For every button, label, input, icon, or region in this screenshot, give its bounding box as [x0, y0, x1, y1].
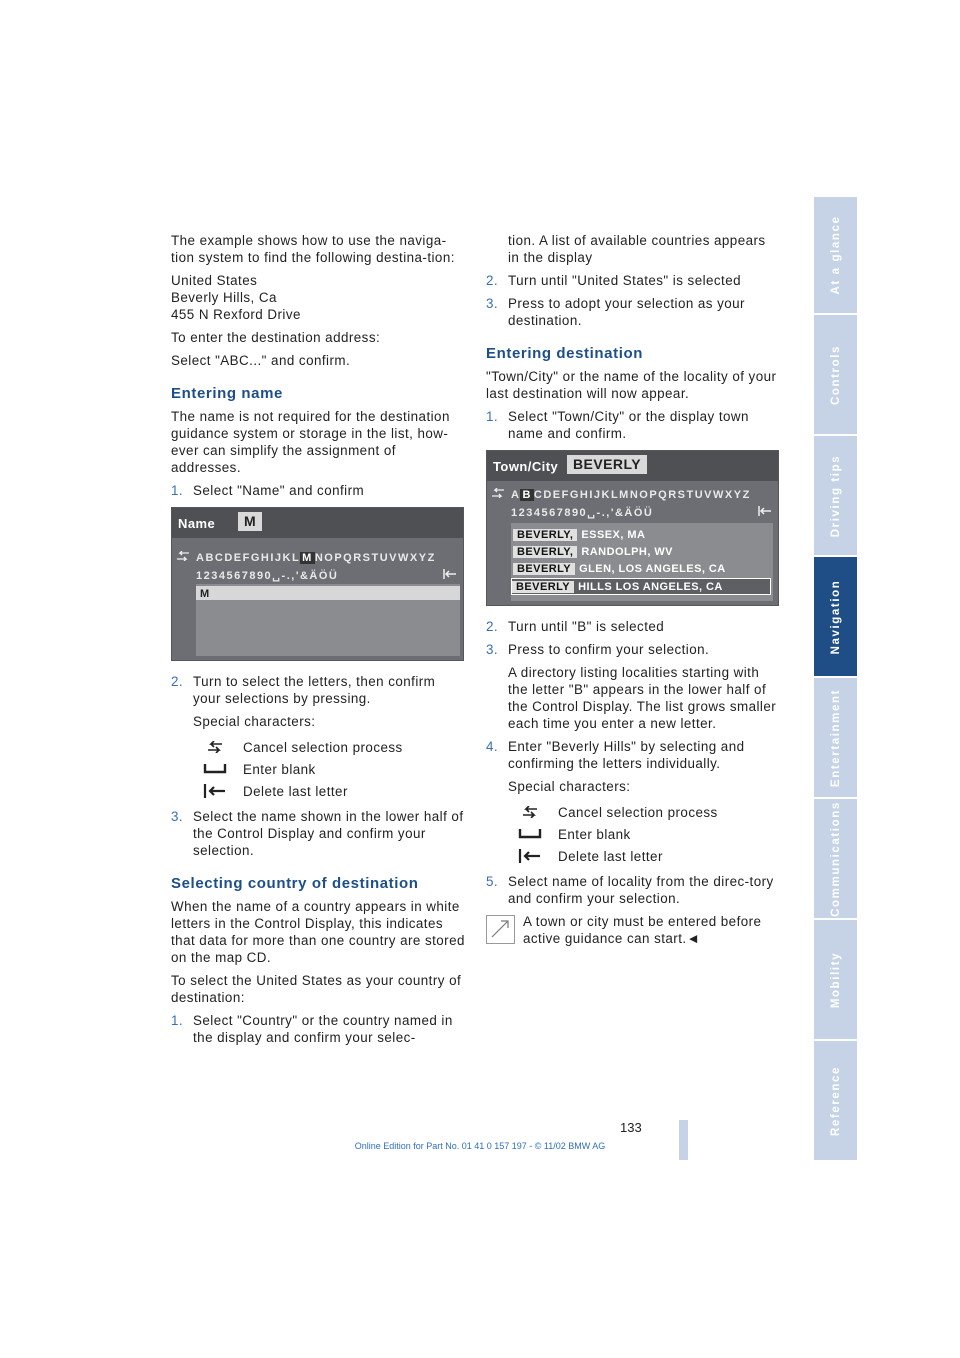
alphabet-letters: A B CDEFGHIJKLMNOPQRSTUVWXYZ — [511, 489, 751, 501]
cancel-arrows-icon — [193, 741, 237, 753]
special-cancel — [193, 736, 465, 758]
special-cancel-label: Cancel selection process — [558, 804, 718, 820]
step-enter-beverly-hills — [486, 738, 780, 772]
note-text: A town or city must be entered before active guidance can start.◄ — [523, 914, 762, 946]
country-paragraph-1: When the name of a country appears in white letters in the Control Display, this indicates that data for more than one country are stored on the map CD. — [171, 899, 465, 965]
display-header-label: Name — [178, 516, 216, 531]
selected-letter: M — [302, 552, 313, 564]
alphabet-row — [487, 485, 778, 503]
step-turn-b — [486, 618, 780, 635]
step-select-country — [171, 1012, 465, 1046]
name-paragraph: The name is not required for the destination guidance system or storage in the list, how-ever can simplify the assignment of addresses. — [171, 409, 450, 475]
tab-reference[interactable]: Reference — [814, 1041, 857, 1162]
tab-mobility[interactable]: Mobility — [814, 920, 857, 1041]
step-text: Select the name shown in the lower half of the Control Display and confirm your selection. — [193, 809, 464, 858]
delete-letter-icon — [508, 849, 552, 863]
note-icon — [486, 915, 515, 944]
step-continuation: tion. A list of available countries appears in the display — [508, 233, 766, 265]
special-delete — [193, 780, 465, 802]
tab-entertainment[interactable]: Entertainment — [814, 678, 857, 799]
display-header-value: BEVERLY — [567, 455, 647, 474]
step-text: Press to confirm your selection. — [508, 642, 710, 657]
digits-row — [487, 503, 778, 521]
step-text: Select "Name" and confirm — [193, 483, 365, 498]
locality-item[interactable]: BEVERLY GLEN, LOS ANGELES, CA — [513, 561, 726, 576]
step-turn-united-states — [486, 272, 780, 289]
address-line: United States — [171, 273, 258, 288]
control-display-town-screenshot — [486, 450, 779, 606]
footer-edition-note: Online Edition for Part No. 01 41 0 157 197 - © 11/02 BMW AG — [354, 1141, 606, 1151]
step-text: Select name of locality from the direc-tory and confirm your selection. — [508, 874, 774, 906]
step-number: 3. — [171, 809, 184, 824]
right-column — [486, 232, 780, 947]
example-address — [171, 272, 465, 323]
back-arrow-icon — [491, 487, 505, 504]
enter-address-text: To enter the destination address: — [171, 330, 381, 345]
step-text: Select "Town/City" or the display town name and confirm. — [508, 409, 749, 441]
step-adopt-destination — [486, 295, 780, 329]
heading-entering-destination: Entering destination — [486, 345, 644, 362]
alphabet-row — [172, 548, 463, 566]
tab-navigation[interactable]: Navigation — [814, 557, 857, 678]
cancel-arrows-icon — [508, 806, 552, 818]
tab-at-a-glance[interactable]: At a glance — [814, 197, 857, 315]
digit-characters: 1234567890␣-.,'&ÄÖÜ — [511, 507, 654, 519]
step-confirm-selection — [486, 641, 780, 658]
special-cancel — [508, 801, 780, 823]
step-number: 5. — [486, 874, 499, 889]
special-delete-label: Delete last letter — [558, 848, 663, 864]
digit-characters: 1234567890␣-.,'&ÄÖÜ — [196, 570, 339, 582]
delete-letter-icon — [758, 505, 772, 522]
note-block — [486, 913, 780, 947]
step-number: 3. — [486, 296, 499, 311]
special-characters-list — [486, 801, 780, 867]
page-number: 133 — [620, 1120, 642, 1135]
step-select-name-list — [171, 808, 465, 859]
special-characters-label: Special characters: — [193, 714, 316, 729]
special-blank — [193, 758, 465, 780]
step-text: Turn to select the letters, then confirm your selections by pressing. — [193, 674, 436, 706]
step-text: Select "Country" or the country named in the display and confirm your selec- — [193, 1013, 453, 1045]
delete-letter-icon — [193, 784, 237, 798]
step-text: Press to adopt your selection as your destination. — [508, 296, 745, 328]
blank-space-icon — [508, 829, 552, 839]
step-turn-select — [171, 673, 465, 707]
display-header-label: Town/City — [493, 459, 559, 474]
special-characters-label: Special characters: — [508, 779, 631, 794]
special-cancel-label: Cancel selection process — [243, 739, 403, 755]
step-number: 1. — [486, 409, 499, 424]
page-marker — [679, 1120, 688, 1160]
country-paragraph-2: To select the United States as your country of destination: — [171, 973, 462, 1005]
directory-listing-text: A directory listing localities starting with the letter "B" appears in the lower half of the Control Display. The list grows smaller each time you enter a new letter. — [508, 665, 777, 731]
step-number: 3. — [486, 642, 499, 657]
heading-entering-name: Entering name — [171, 385, 283, 402]
digits-row — [172, 566, 463, 584]
control-display-name-screenshot — [171, 507, 464, 661]
step-text: Enter "Beverly Hills" by selecting and confirming the letters individually. — [508, 739, 745, 771]
special-blank-label: Enter blank — [243, 761, 316, 777]
special-blank-label: Enter blank — [558, 826, 631, 842]
locality-item[interactable]: BEVERLY, ESSEX, MA — [513, 527, 645, 542]
address-line: Beverly Hills, Ca — [171, 290, 277, 305]
step-number: 2. — [486, 619, 499, 634]
intro-text: The example shows how to use the naviga-tion system to find the following destina-tion: — [171, 233, 455, 265]
blank-space-icon — [193, 764, 237, 774]
step-number: 2. — [486, 273, 499, 288]
back-arrow-icon — [176, 550, 190, 567]
tab-controls[interactable]: Controls — [814, 315, 857, 436]
step-number: 1. — [171, 1013, 184, 1028]
name-input-field: M — [196, 586, 460, 600]
step-number: 1. — [171, 483, 184, 498]
address-line: 455 N Rexford Drive — [171, 307, 301, 322]
section-tabs — [814, 197, 857, 1162]
alphabet-letters: ABCDEFGHIJKL M NOPQRSTUVWXYZ — [196, 552, 436, 564]
locality-item-selected[interactable]: BEVERLY HILLS LOS ANGELES, CA — [511, 578, 771, 595]
display-header-value: M — [238, 512, 262, 531]
special-blank — [508, 823, 780, 845]
step-select-town — [486, 408, 780, 442]
tab-communications[interactable]: Communications — [814, 799, 857, 920]
special-characters-list — [171, 736, 465, 802]
select-abc-text: Select "ABC..." and confirm. — [171, 353, 351, 368]
tab-driving-tips[interactable]: Driving tips — [814, 436, 857, 557]
special-delete-label: Delete last letter — [243, 783, 348, 799]
heading-selecting-country: Selecting country of destination — [171, 875, 419, 892]
step-number: 2. — [171, 674, 184, 689]
destination-paragraph: "Town/City" or the name of the locality of your last destination will now appear. — [486, 369, 777, 401]
delete-letter-icon — [443, 568, 457, 585]
step-select-name — [171, 482, 465, 499]
display-header — [172, 508, 463, 538]
locality-item[interactable]: BEVERLY, RANDOLPH, WV — [513, 544, 673, 559]
step-text: Turn until "B" is selected — [508, 619, 665, 634]
selected-letter: B — [522, 489, 532, 501]
special-delete — [508, 845, 780, 867]
step-text: Turn until "United States" is selected — [508, 273, 742, 288]
left-column — [171, 232, 465, 1052]
step-number: 4. — [486, 739, 499, 754]
step-select-locality — [486, 873, 780, 907]
